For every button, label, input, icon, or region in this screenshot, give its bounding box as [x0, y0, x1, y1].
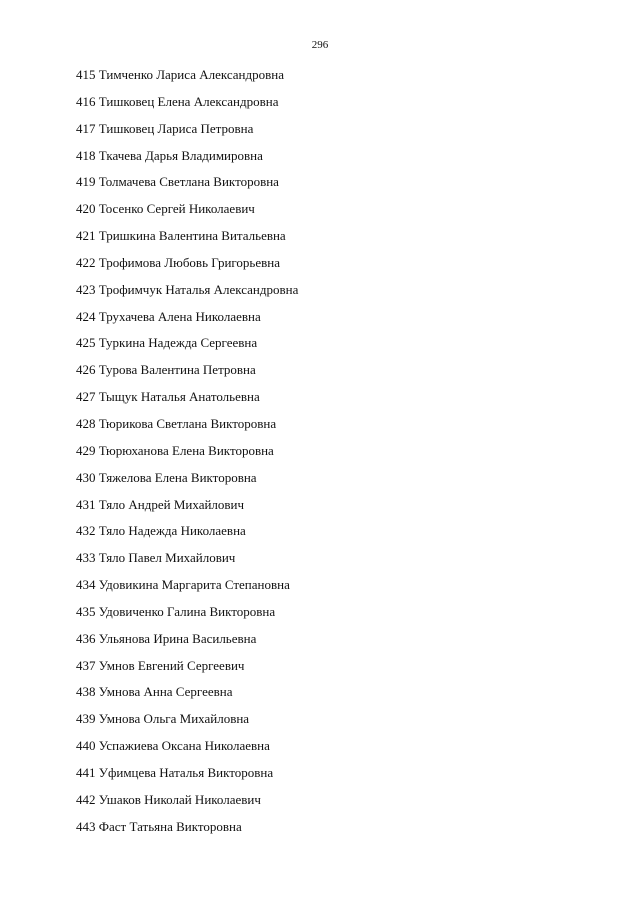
list-item: 419 Толмачева Светлана Викторовна	[76, 174, 279, 190]
list-item: 417 Тишковец Лариса Петровна	[76, 120, 254, 136]
list-item: 434 Удовикина Маргарита Степановна	[76, 577, 290, 593]
page-number: 296	[311, 39, 329, 51]
list-item: 422 Трофимова Любовь Григорьевна	[76, 254, 280, 270]
list-item: 418 Ткачева Дарья Владимировна	[76, 147, 263, 163]
list-item: 441 Уфимцева Наталья Викторовна	[76, 764, 274, 780]
list-item: 429 Тюрюханова Елена Викторовна	[76, 442, 274, 458]
list-item: 420 Тосенко Сергей Николаевич	[76, 201, 255, 217]
name-list	[76, 66, 298, 844]
list-item: 437 Умнов Евгений Сергеевич	[76, 657, 245, 673]
list-item: 435 Удовиченко Галина Викторовна	[76, 603, 276, 619]
list-item: 415 Тимченко Лариса Александровна	[76, 67, 284, 82]
list-item: 425 Туркина Надежда Сергеевна	[76, 335, 258, 351]
list-item: 432 Тяло Надежда Николаевна	[76, 523, 246, 539]
list-item: 428 Тюрикова Светлана Викторовна	[76, 415, 277, 431]
list-item: 421 Тришкина Валентина Витальевна	[76, 228, 286, 244]
list-item: 426 Турова Валентина Петровна	[76, 362, 256, 378]
list-item: 443 Фаст Татьяна Викторовна	[76, 818, 242, 834]
list-item: 431 Тяло Андрей Михайлович	[76, 496, 245, 512]
list-item: 427 Тыщук Наталья Анатольевна	[76, 389, 260, 405]
list-item: 439 Умнова Ольга Михайловна	[76, 711, 250, 727]
list-item: 436 Ульянова Ирина Васильевна	[76, 630, 257, 646]
list-item: 442 Ушаков Николай Николаевич	[76, 791, 261, 807]
list-item: 430 Тяжелова Елена Викторовна	[76, 469, 257, 485]
list-item: 423 Трофимчук Наталья Александровна	[76, 281, 299, 297]
list-item: 440 Успажиева Оксана Николаевна	[76, 738, 270, 754]
list-item: 424 Трухачева Алена Николаевна	[76, 308, 261, 324]
list-item: 416 Тишковец Елена Александровна	[76, 93, 279, 109]
list-item: 438 Умнова Анна Сергеевна	[76, 684, 233, 700]
list-item: 433 Тяло Павел Михайлович	[76, 550, 236, 566]
